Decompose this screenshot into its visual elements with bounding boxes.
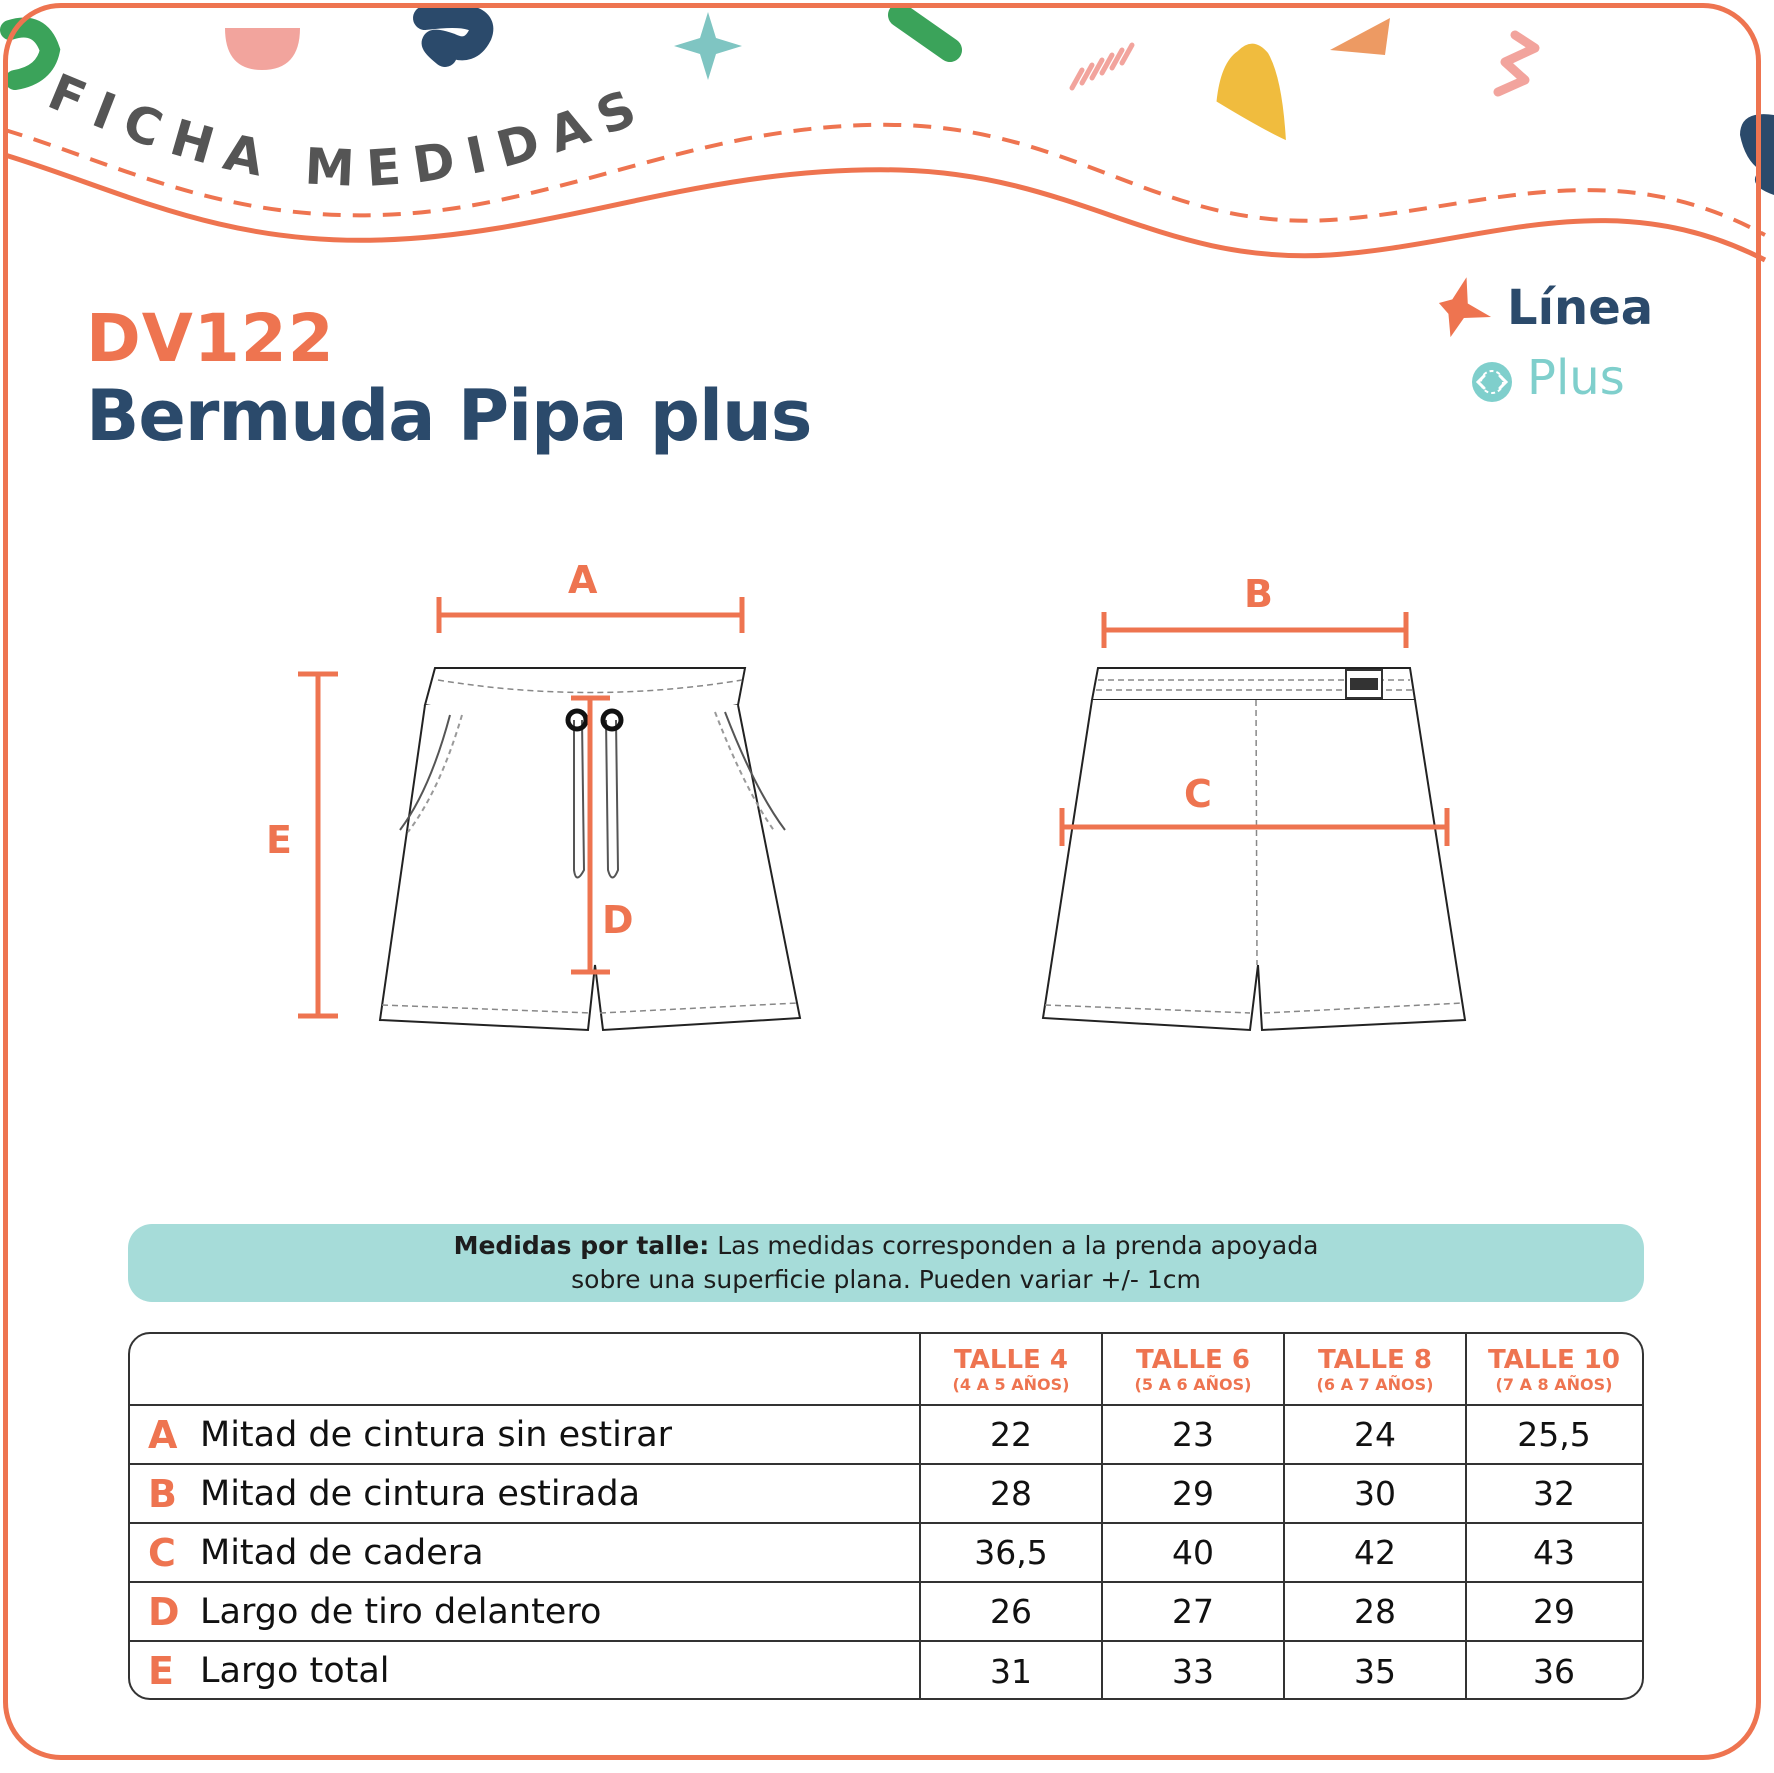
table-row bbox=[130, 1404, 1642, 1463]
table-cell: 31 bbox=[990, 1651, 1032, 1691]
table-cell: 36 bbox=[1533, 1651, 1575, 1691]
column-divider bbox=[1283, 1334, 1285, 1698]
note-bold: Medidas por talle: bbox=[453, 1231, 710, 1260]
row-letter: D bbox=[148, 1589, 180, 1634]
table-cell: 26 bbox=[990, 1592, 1032, 1631]
table-cell: 42 bbox=[1354, 1533, 1396, 1572]
column-header bbox=[1284, 1334, 1466, 1404]
column-header-age: (6 A 7 AÑOS) bbox=[1316, 1374, 1434, 1394]
column-divider bbox=[919, 1334, 921, 1698]
table-cell: 29 bbox=[1172, 1474, 1214, 1513]
column-header-talle: TALLE 10 bbox=[1488, 1344, 1620, 1375]
table-header-row bbox=[130, 1334, 1642, 1404]
table-cell: 43 bbox=[1533, 1533, 1575, 1572]
column-header bbox=[1102, 1334, 1284, 1404]
table-cell: 23 bbox=[1172, 1415, 1214, 1454]
table-row bbox=[130, 1640, 1642, 1700]
size-table bbox=[128, 1332, 1644, 1700]
note-text-2: sobre una superficie plana. Pueden variar +/- 1cm bbox=[571, 1265, 1201, 1294]
table-cell: 22 bbox=[990, 1415, 1032, 1454]
table-cell: 27 bbox=[1172, 1592, 1214, 1631]
column-header-age: (7 A 8 AÑOS) bbox=[1495, 1374, 1613, 1394]
row-letter: C bbox=[148, 1530, 176, 1575]
row-letter: E bbox=[148, 1649, 174, 1693]
table-cell: 24 bbox=[1354, 1415, 1396, 1454]
table-cell: 33 bbox=[1172, 1651, 1214, 1691]
column-header bbox=[920, 1334, 1102, 1404]
table-row bbox=[130, 1463, 1642, 1522]
row-label: Mitad de cadera bbox=[200, 1532, 484, 1573]
column-header-age: (4 A 5 AÑOS) bbox=[952, 1374, 1070, 1394]
column-header-age: (5 A 6 AÑOS) bbox=[1134, 1374, 1252, 1394]
measurement-note bbox=[128, 1224, 1644, 1302]
table-cell: 40 bbox=[1172, 1533, 1214, 1572]
table-row bbox=[130, 1522, 1642, 1581]
product-code: DV122 bbox=[86, 300, 335, 377]
row-label: Largo total bbox=[200, 1651, 390, 1691]
dimension-label-d: D bbox=[602, 898, 634, 942]
table-cell: 32 bbox=[1533, 1474, 1575, 1513]
row-label: Largo de tiro delantero bbox=[200, 1591, 602, 1632]
table-cell: 28 bbox=[990, 1474, 1032, 1513]
table-cell: 35 bbox=[1354, 1651, 1396, 1691]
table-cell: 36,5 bbox=[974, 1533, 1048, 1572]
dimension-label-e: E bbox=[266, 818, 292, 862]
brand-plus-label: Plus bbox=[1527, 350, 1625, 406]
product-name: Bermuda Pipa plus bbox=[86, 375, 812, 457]
column-divider bbox=[1465, 1334, 1467, 1698]
row-letter: A bbox=[148, 1412, 178, 1457]
table-cell: 28 bbox=[1354, 1592, 1396, 1631]
dimension-label-c: C bbox=[1184, 772, 1212, 816]
table-cell: 25,5 bbox=[1517, 1415, 1591, 1454]
table-cell: 30 bbox=[1354, 1474, 1396, 1513]
brand-linea-label: Línea bbox=[1507, 280, 1654, 336]
page-title-text: FICHA MEDIDAS bbox=[40, 62, 657, 199]
dimension-label-b: B bbox=[1244, 572, 1273, 616]
dimension-label-a: A bbox=[568, 558, 598, 602]
column-header-talle: TALLE 8 bbox=[1318, 1344, 1432, 1375]
table-row bbox=[130, 1581, 1642, 1640]
column-divider bbox=[1101, 1334, 1103, 1698]
note-text-1: Las medidas corresponden a la prenda apoyada bbox=[709, 1231, 1319, 1260]
row-label: Mitad de cintura estirada bbox=[200, 1473, 641, 1514]
table-cell: 29 bbox=[1533, 1592, 1575, 1631]
row-label: Mitad de cintura sin estirar bbox=[200, 1414, 673, 1455]
row-letter: B bbox=[148, 1471, 177, 1516]
column-header bbox=[1466, 1334, 1642, 1404]
column-header-talle: TALLE 6 bbox=[1136, 1344, 1250, 1375]
column-header-talle: TALLE 4 bbox=[954, 1344, 1068, 1375]
